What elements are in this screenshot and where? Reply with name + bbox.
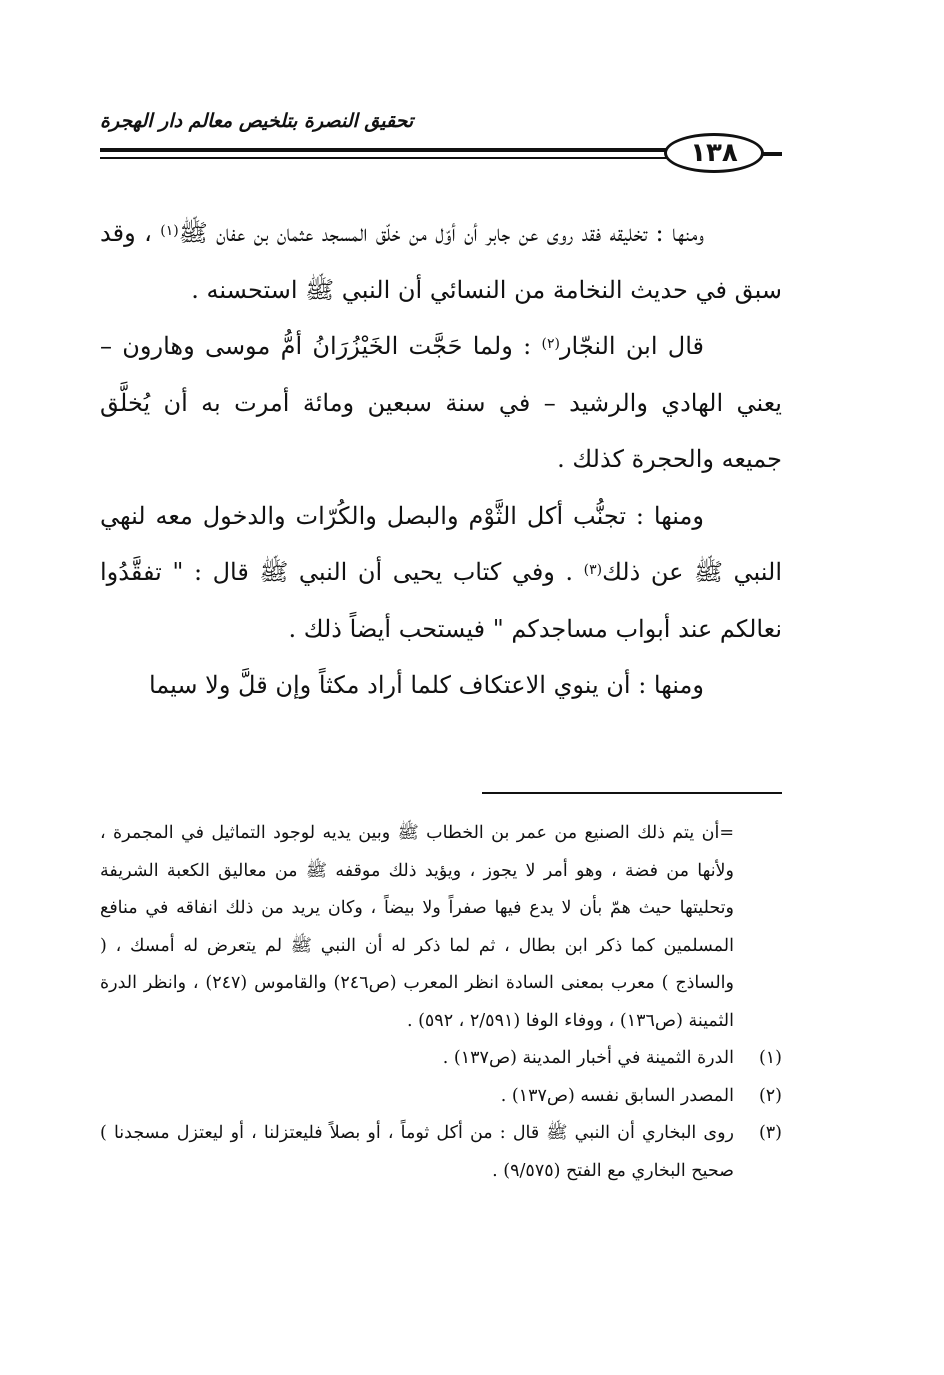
footnote-ref[interactable]: (٣) — [583, 562, 603, 578]
main-text — [100, 205, 782, 714]
footnote-separator — [482, 792, 782, 794]
footnote-text: روى البخاري أن النبي ﷺ قال : من أكل ثوماً ، أو بصلاً فليعتزلنا ، أو ليعتزل مسجدنا ) صحيح البخاري مع الفتح (٩/٥٧٥) . — [100, 1123, 734, 1181]
footnote-number: (٣) — [758, 1123, 782, 1143]
text-run: ومنها : تخليقه فقد روى عن جابر أن أوّل من خلّق المسجد عثمان بن عفان ﷺ — [178, 219, 704, 247]
footnote-text: الدرة الثمينة في أخبار المدينة (ص١٣٧) . — [442, 1048, 734, 1068]
header-rule — [100, 148, 675, 152]
text-run: . وفي كتاب يحيى أن النبي ﷺ قال : " تفقَّدُوا نعالكم عند أبواب مساجدكم " فيستحب أيضاً ذلك . — [100, 558, 782, 643]
footnote-continuation: =أن يتم ذلك الصنيع من عمر بن الخطاب ﷺ وبين يديه لوجود التماثيل في المجمرة ، ولأنها من فضة ، وهو أمر لا يجوز ، ويؤيد ذلك موقفه ﷺ من معاليق الكعبة الشريفة وتحليتها حيث همّ بأن لا يدع فيها صفراً ولا بيضاً ، وكان يريد من ذلك انفاقه في منافع المسلمين كما ذكر ابن بطال ، ثم لما ذكر له أن النبي ﷺ لم يتعرض له أمسك ، ( والساذج ) معرب بمعنى السادة انظر المعرب (ص٢٤٦) والقاموس (٢٤٧) ، وانظر الدرة الثمينة (ص١٣٦) ، ووفاء الوفا (٢/٥٩١ ، ٥٩٢) . — [100, 823, 734, 1031]
running-title: تحقيق النصرة بتلخيص معالم دار الهجرة — [100, 110, 414, 132]
footnote-item — [100, 1040, 782, 1078]
footnote-number: (١) — [758, 1048, 782, 1068]
paragraph — [100, 657, 782, 714]
page-number: ١٣٨ — [664, 133, 764, 173]
text-run: ومنها : أن ينوي الاعتكاف كلما أراد مكثاً وإن قلَّ ولا سيما — [148, 671, 704, 699]
footnotes — [100, 815, 782, 1190]
text-run: ومنها : تجنُّب أكل الثَّوْم والبصل والكُرّات والدخول معه لنهي النبي ﷺ عن ذلك — [100, 501, 782, 586]
paragraph — [100, 488, 782, 658]
footnote-number: (٢) — [758, 1085, 782, 1106]
footnote-ref[interactable]: (١) — [160, 223, 179, 239]
text-run: ، وقد سبق في حديث النخامة من النسائي أن النبي ﷺ استحسنه . — [100, 219, 782, 304]
footnote-ref[interactable]: (٢) — [541, 336, 560, 352]
paragraph — [100, 318, 782, 488]
paragraph — [100, 205, 782, 318]
header-rule-thin — [100, 157, 675, 159]
text-run: قال ابن النجّار — [559, 332, 705, 360]
footnote-item — [100, 1078, 782, 1116]
text-run: : ولما حَجَّت الخَيْزُرَانُ أمُّ موسى وهارون – يعني الهادي والرشيد – في سنة سبعين ومائة أمرت به أن يُخلَّق جميعه والحجرة كذلك . — [100, 332, 782, 473]
footnote-item — [100, 1115, 782, 1190]
footnote-text: المصدر السابق نفسه (ص١٣٧) . — [500, 1085, 734, 1106]
